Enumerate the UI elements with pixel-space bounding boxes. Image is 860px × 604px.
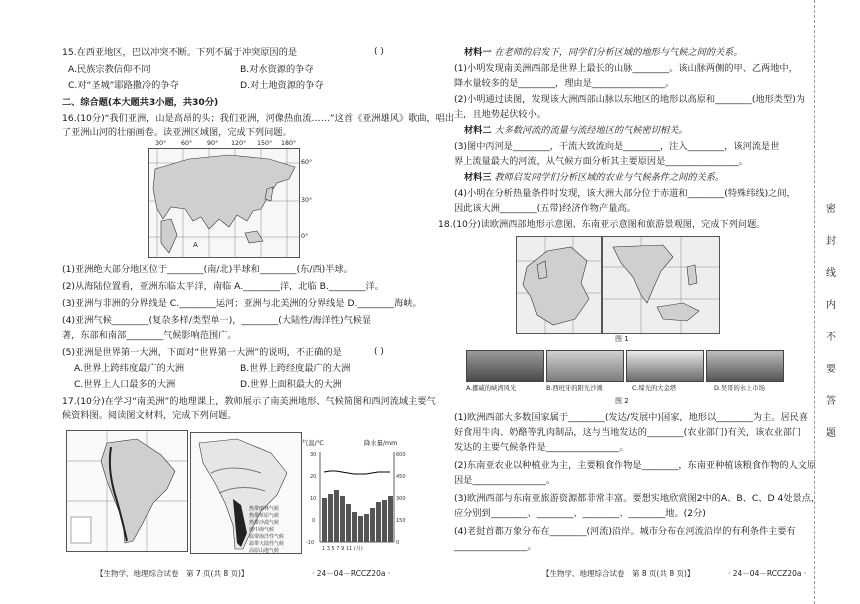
- legend-item: 热带沙漠气候: [249, 520, 280, 526]
- q18-stem: 18.(10分)读欧洲西部地形示意图、东南亚示意图和旅游景观图，完成下列问题。: [438, 219, 766, 230]
- q16-option-d: D.世界上面积最大的大洲: [240, 379, 342, 390]
- binding-cut-line: [814, 0, 816, 604]
- q18-sub3-line2: 应分别到________、________、________、________地。(2分): [454, 508, 706, 519]
- q17-sub3-line1: (3)图中丙河是________，干流大致流向是________，注入________，该河流是世: [454, 141, 780, 152]
- q17-sub4-line1: (4)小明在分析热量条件时发现，该大洲大部分位于赤道和________(特殊纬线)之间，: [454, 188, 796, 199]
- q17-sub2-line2: 主，且地势起伏较小。: [454, 109, 546, 120]
- svg-text:-10: -10: [306, 540, 315, 546]
- material-2-label: 材料二: [464, 125, 492, 136]
- photo-a-norway-fjord: [466, 350, 544, 382]
- svg-text:0: 0: [312, 518, 316, 524]
- southeast-asia-map: [602, 236, 720, 334]
- q16-option-b: B.世界上跨经度最广的大洲: [240, 363, 351, 374]
- seal-char: 要: [826, 364, 836, 375]
- photo-a-caption: A.挪威的峡湾风光: [466, 385, 517, 392]
- photo-d-water-market: [706, 350, 784, 382]
- figure-1-caption: 图 1: [615, 335, 629, 343]
- map-lon-2: 60°: [181, 140, 193, 147]
- figure-2-caption: 图 2: [615, 397, 629, 405]
- q18-sub1-line3: 发达的主要气候条件是________________。: [454, 442, 629, 453]
- map-lon-1: 30°: [155, 140, 167, 147]
- photo-c-golden-pagoda: [626, 350, 704, 382]
- footer-right-code: · 24－04－RCCZ20a ·: [728, 569, 807, 578]
- q16-sub1: (1)亚洲绝大部分地区位于________(南/北)半球和________(东/西)半球。: [62, 264, 353, 275]
- map-lat-2: 30°: [301, 197, 313, 204]
- map-lon-4: 120°: [231, 140, 247, 147]
- climate-chart: [302, 438, 412, 556]
- western-europe-map: [516, 236, 602, 334]
- q18-sub4-line2: ________________。: [454, 541, 537, 552]
- footer-right-page: 【生物学、地理综合试卷 第 8 页(共 8 页)】: [542, 569, 695, 578]
- seal-char: 答: [826, 396, 836, 407]
- seal-char: 题: [826, 428, 836, 439]
- q16-sub4-line2: 著，东部和南部________气候影响范围广。: [62, 330, 237, 341]
- south-america-climate-map: [190, 432, 302, 554]
- photo-b-caption: B.西班牙的阳光沙滩: [546, 385, 603, 392]
- right-page: [432, 0, 821, 604]
- material-1-label: 材料一: [464, 47, 492, 58]
- svg-text:450: 450: [396, 474, 406, 480]
- map-label-a: A: [193, 241, 198, 249]
- map-lat-3: 0°: [301, 233, 309, 240]
- q18-sub2-line1: (2)东南亚农业以种植业为主，主要粮食作物是________，东南亚种植该粮食作物的人文原: [454, 460, 817, 471]
- q15-option-d: D.对土地资源的争夺: [240, 80, 324, 91]
- map-lat-1: 60°: [301, 159, 313, 166]
- q16-stem-line2: 了亚洲山河的壮丽画卷。读亚洲区域图，完成下列问题。: [62, 127, 292, 138]
- legend-item: 热带雨林气候: [249, 506, 280, 512]
- south-america-terrain-map: [66, 430, 188, 552]
- map-lon-3: 90°: [207, 140, 219, 147]
- asia-map: [148, 140, 313, 258]
- material-3-label: 材料三: [464, 172, 492, 183]
- material-2: [464, 125, 687, 137]
- legend-item: 温带大陆性气候: [249, 541, 285, 547]
- material-1: [464, 47, 743, 59]
- map-lon-5: 150°: [257, 140, 273, 147]
- q18-sub1-line1: (1)欧洲西部大多数国家属于________(发达/发展中)国家，地形以________为主。居民喜: [454, 412, 809, 423]
- q16-sub2: (2)从海陆位置看，亚洲东临太平洋，南临 A.________洋，北临 B.________洋。: [62, 281, 384, 292]
- section-2-heading: 二、综合题(本大题共3小题，共30分): [62, 97, 219, 108]
- q18-sub3-line1: (3)欧洲西部与东南亚旅游资源都非常丰富。要想实地欣赏图2中的A、B、C、D 4处景点，: [454, 493, 821, 504]
- chart-y-left-label: 气温/℃: [302, 440, 324, 447]
- q15-option-b: B.对水资源的争夺: [240, 64, 314, 75]
- footer-left-code: · 24－04－RCCZ20a ·: [312, 569, 391, 578]
- q17-stem-line2: 候资料图。阅读图文材料，完成下列问题。: [62, 410, 237, 421]
- photo-c-caption: C.缔光的大金塔: [632, 385, 677, 392]
- asia-map-svg: [149, 149, 299, 257]
- svg-text:300: 300: [396, 496, 406, 502]
- map-lon-6: 180°: [281, 140, 297, 147]
- svg-text:20: 20: [310, 474, 317, 480]
- material-2-text: 大多数河流的流量与流经地区的气候密切相关。: [494, 125, 688, 136]
- material-3: [464, 172, 724, 184]
- q15-option-c: C.对“圣城”耶路撒冷的争夺: [68, 80, 179, 91]
- q17-sub1-line2: 降水量较多的是________，理由是________________。: [454, 78, 675, 89]
- q16-sub3: (3)亚洲与非洲的分界线是 C.________运河；亚洲与北美洲的分界线是 D.________海峡。: [62, 298, 422, 309]
- q16-sub5: (5)亚洲是世界第一大洲，下面对“世界第一大洲”的说明，不正确的是: [62, 347, 342, 358]
- q16-sub5-answer-paren[interactable]: ( ): [374, 347, 384, 357]
- svg-text:30: 30: [310, 452, 317, 458]
- seal-char: 内: [826, 300, 836, 311]
- seal-char: 密: [826, 204, 836, 215]
- q16-stem-line1: 16.(10分)“我们亚洲，山是高昂的头；我们亚洲，河像热血流……”这首《亚洲雄风》歌曲，唱出: [62, 113, 455, 124]
- legend-item: 地中海气候: [249, 527, 275, 533]
- legend-item: 高原山地气候: [249, 548, 280, 554]
- photo-d-caption: D.吴哥的水上市场: [714, 385, 765, 392]
- q17-sub2-line1: (2)小明通过读图，发现该大洲西部山脉以东地区的地形以高原和________(地形类型)为: [454, 94, 805, 105]
- chart-y-right-label: 降水量/mm: [364, 440, 398, 447]
- q16-option-c: C.世界上人口最多的大洲: [74, 379, 176, 390]
- photo-b-spain-beach: [546, 350, 624, 382]
- svg-text:10: 10: [310, 496, 317, 502]
- legend-item: 热带草原气候: [249, 513, 280, 519]
- q17-sub3-line2: 界上流量最大的河流，从气候方面分析其主要原因是________________。: [454, 156, 748, 167]
- q15-option-a: A.民族宗教信仰不同: [68, 64, 151, 75]
- seal-char: 线: [826, 268, 836, 279]
- q16-sub4-line1: (4)亚洲气候________(复杂多样/类型单一)，________(大陆性/海洋性)气候显: [62, 315, 372, 326]
- q17-stem-line1: 17.(10分)在学习“南美洲”的地理课上，教师展示了南美洲地形、气候简图和西河流域主要气: [62, 396, 436, 407]
- q18-sub4-line1: (4)老挝首都万象分布在________(河流)沿岸。城市分布在河流沿岸的有利条件主要有: [454, 526, 796, 537]
- svg-text:0: 0: [396, 540, 400, 546]
- q15-answer-paren[interactable]: ( ): [374, 47, 384, 57]
- seal-char: 不: [826, 332, 836, 343]
- seal-line-notice: [818, 0, 860, 604]
- material-3-text: 教师启发同学们分析区域的农业与气候条件之间的关系。: [494, 172, 725, 183]
- q17-sub1-line1: (1)小明发现南美洲西部是世界上最长的山脉________。该山脉两侧的甲、乙两地中，: [454, 63, 798, 74]
- legend-item: 温带海洋性气候: [249, 534, 285, 540]
- q18-sub2-line2: 因是________________。: [454, 475, 556, 486]
- q17-sub4-line2: 因此该大洲________(五带)经济作物产量高。: [454, 203, 636, 214]
- climate-legend: [249, 505, 297, 554]
- svg-text:600: 600: [396, 452, 406, 458]
- q16-option-a: A.世界上跨纬度最广的大洲: [74, 363, 185, 374]
- svg-text:1 3 5 7 9 11 (月): 1 3 5 7 9 11 (月): [322, 546, 363, 552]
- q15-stem: 15.在西亚地区，巴以冲突不断。下列不属于冲突原因的是: [62, 47, 298, 58]
- seal-char: 封: [826, 236, 836, 247]
- q18-sub1-line2: 好食用牛肉、奶酪等乳肉制品，这与当地发达的________(农业部门)有关，该农业部门: [454, 427, 802, 438]
- svg-text:150: 150: [396, 518, 406, 524]
- footer-left-page: 【生物学、地理综合试卷 第 7 页(共 8 页)】: [96, 569, 249, 578]
- material-1-text: 在老师的启发下，同学们分析区域的地形与气候之间的关系。: [494, 47, 743, 58]
